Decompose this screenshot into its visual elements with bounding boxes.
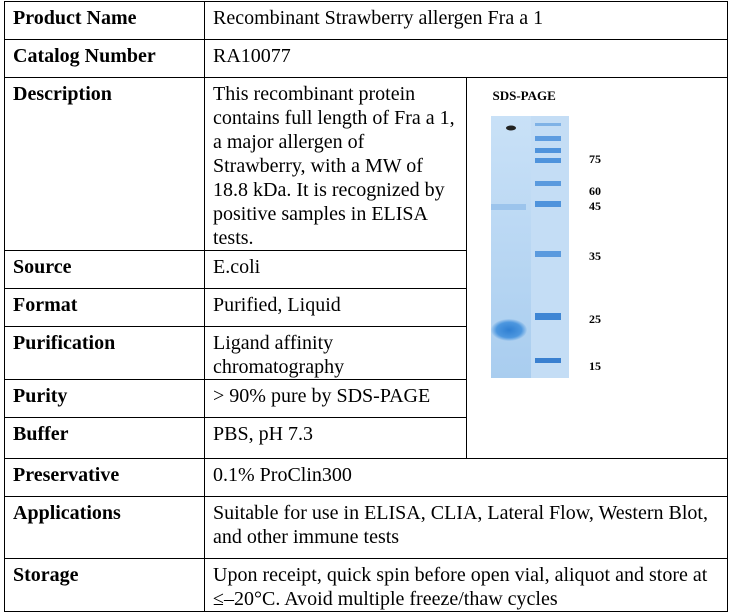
row-applications bbox=[5, 497, 728, 559]
row-product-name bbox=[5, 2, 728, 40]
row-preservative bbox=[5, 459, 728, 497]
marker-band-2 bbox=[535, 148, 561, 153]
catalog-number-value: RA10077 bbox=[205, 40, 728, 78]
product-name-value: Recombinant Strawberry allergen Fra a 1 bbox=[205, 2, 728, 40]
marker-band-top bbox=[535, 123, 561, 126]
row-storage bbox=[5, 559, 728, 612]
marker-band-75 bbox=[535, 158, 561, 163]
marker-band-15 bbox=[535, 358, 561, 363]
gel-image bbox=[467, 78, 678, 433]
storage-label: Storage bbox=[5, 559, 205, 612]
marker-band-1 bbox=[535, 136, 561, 141]
description-value: This recombinant protein contains full length of Fra a 1, a major allergen of Strawberry, with a MW of 18.8 kDa. It is recognized by positive samples in ELISA tests. bbox=[205, 78, 467, 251]
format-label: Format bbox=[5, 289, 205, 327]
format-value: Purified, Liquid bbox=[205, 289, 467, 327]
purity-label: Purity bbox=[5, 380, 205, 418]
catalog-number-label: Catalog Number bbox=[5, 40, 205, 78]
well-mark bbox=[506, 126, 516, 131]
purification-label: Purification bbox=[5, 327, 205, 380]
preservative-value: 0.1% ProClin300 bbox=[205, 459, 728, 497]
purification-value: Ligand affinity chromatography bbox=[205, 327, 467, 380]
buffer-value: PBS, pH 7.3 bbox=[205, 418, 467, 459]
source-label: Source bbox=[5, 251, 205, 289]
marker-band-25 bbox=[535, 313, 561, 320]
marker-lane bbox=[531, 116, 569, 378]
marker-band-35 bbox=[535, 251, 561, 257]
row-description bbox=[5, 78, 728, 251]
description-label: Description bbox=[5, 78, 205, 251]
marker-band-60 bbox=[535, 181, 561, 186]
row-catalog-number bbox=[5, 40, 728, 78]
marker-label-60: 60 bbox=[588, 184, 601, 198]
storage-value: Upon receipt, quick spin before open vial, aliquot and store at ≤–20°C. Avoid multiple freeze/thaw cycles bbox=[205, 559, 728, 612]
sds-page-figure bbox=[466, 78, 728, 459]
applications-label: Applications bbox=[5, 497, 205, 559]
marker-band-45 bbox=[535, 201, 561, 207]
marker-label-75: 75 bbox=[588, 152, 601, 166]
marker-label-15: 15 bbox=[588, 359, 601, 373]
marker-label-35: 35 bbox=[588, 249, 601, 263]
source-value: E.coli bbox=[205, 251, 467, 289]
marker-label-45: 45 bbox=[588, 199, 601, 213]
sample-band-faint bbox=[491, 204, 526, 210]
product-spec-table bbox=[4, 1, 728, 612]
sample-band-main bbox=[491, 319, 527, 341]
preservative-label: Preservative bbox=[5, 459, 205, 497]
purity-value: > 90% pure by SDS-PAGE bbox=[205, 380, 467, 418]
gel-title: SDS-PAGE bbox=[492, 88, 556, 103]
applications-value: Suitable for use in ELISA, CLIA, Lateral Flow, Western Blot, and other immune tests bbox=[205, 497, 728, 559]
product-name-label: Product Name bbox=[5, 2, 205, 40]
marker-label-25: 25 bbox=[588, 312, 601, 326]
buffer-label: Buffer bbox=[5, 418, 205, 459]
